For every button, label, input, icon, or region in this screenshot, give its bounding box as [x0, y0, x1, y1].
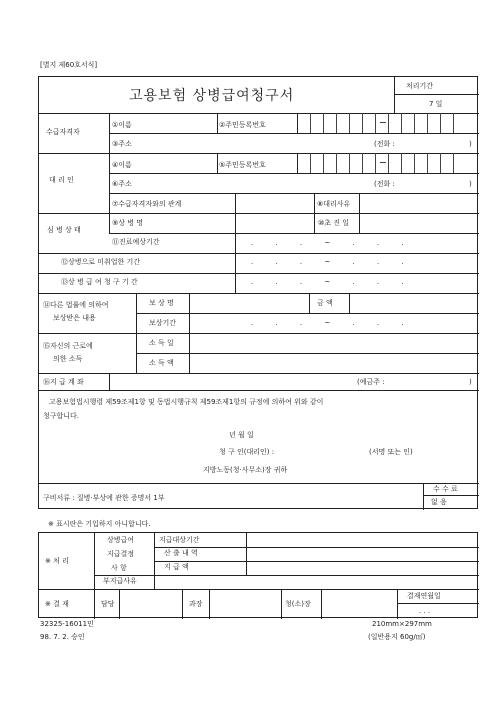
paper-type: (일반용지 60g/㎡) [368, 633, 426, 641]
agent-section-label: 대 리 인 [49, 176, 74, 184]
agent-reason-label: ⑧대리사유 [317, 200, 351, 208]
footer-code: 32325-16011민 [40, 620, 94, 628]
approval-head-label: 청(소)장 [285, 600, 311, 608]
disallow-label: 부지급사유 [103, 577, 137, 585]
office-label: 지방노동(청·사무소)장 귀하 [203, 466, 288, 474]
footer-approved: 98. 7. 2. 승인 [40, 633, 85, 641]
approval-section-label: ※ 결 재 [45, 600, 69, 608]
claim-period-value[interactable]: . . . ~ . . . [251, 278, 414, 286]
decision-label: 지급결정 [107, 550, 135, 558]
unable-period-label: ⑫상병으로 미취업한 기간 [61, 258, 141, 266]
agent-rrn-boxes[interactable] [297, 153, 479, 173]
approval-staff-label: 담당 [101, 600, 115, 608]
other-law-label-1: ⑭다른 법률에 의하여 [43, 301, 109, 309]
agent-phone-close: ) [469, 180, 472, 188]
depositor-close: ) [469, 378, 472, 386]
recipient-phone-close: ) [469, 140, 472, 148]
income-day-label: 소 득 일 [149, 339, 174, 347]
paper-size: 210mm×297mm [372, 620, 432, 628]
recipient-rrn-boxes[interactable] [297, 113, 479, 133]
agent-address-label: ⑥주소 [112, 180, 132, 188]
comp-period-label: 보상기간 [149, 319, 177, 327]
processing-table [38, 532, 478, 618]
claim-period-label: ⑬상 병 급 여 청 구 기 간 [61, 278, 138, 286]
recipient-address-label: ③주소 [112, 140, 132, 148]
agent-rrn-label: ⑤주민등록번호 [219, 161, 266, 169]
form-title: 고용보험 상병급여청구서 [129, 88, 295, 104]
note-text: ※ 표시란은 기입하지 아니합니다. [48, 520, 151, 528]
benefit-label: 상병급여 [107, 536, 135, 544]
compensation-label: 보 상 명 [149, 299, 174, 307]
other-law-label-2: 보상받은 내용 [53, 314, 96, 322]
approval-chief-label: 과장 [189, 600, 203, 608]
fee-value: 없 음 [431, 498, 447, 506]
matters-label: 사 항 [111, 564, 127, 572]
agent-phone-label: (전화 : [374, 180, 395, 188]
fee-label: 수 수 료 [433, 485, 458, 493]
approval-date-label: 결재연월일 [407, 592, 441, 600]
pay-amount-label: 지 급 액 [164, 563, 189, 571]
recipient-name-label: ①이름 [112, 121, 132, 129]
recipient-phone-label: (전화 : [374, 140, 395, 148]
agent-relation-label: ⑦수급자격자와의 관계 [112, 200, 182, 208]
date-line[interactable]: 년 월 일 [229, 431, 254, 439]
depositor-label: (예금주 : [357, 378, 385, 386]
agent-name-label: ④이름 [112, 161, 132, 169]
expected-period-value[interactable]: . . . ~ . . . [251, 239, 414, 247]
comp-period-value[interactable]: . . . ~ . . . [251, 319, 414, 327]
attachments-label: 구비서류 : 질병·부상에 관한 증명서 1부 [43, 494, 165, 502]
declaration-line-2: 청구합니다. [43, 412, 80, 420]
claim-form [38, 76, 478, 509]
disease-label: ⑨상 병 명 [112, 219, 144, 227]
income-amount-label: 소 득 액 [149, 359, 174, 367]
income-label-2: 의한 소득 [53, 355, 83, 363]
processing-period-value: 7 일 [429, 100, 443, 108]
processing-period-label: 처리기간 [406, 82, 434, 90]
income-label-1: ⑮자신의 근로에 [43, 342, 93, 350]
processing-section-label: ※ 처 리 [45, 557, 69, 565]
calc-label: 산 출 내 역 [164, 549, 198, 557]
recipient-rrn-label: ②주민등록번호 [219, 121, 266, 129]
signature-label[interactable]: (서명 또는 인) [369, 448, 413, 456]
payment-account-label: ⑯지 급 계 좌 [43, 378, 84, 386]
recipient-section-label: 수급자격자 [46, 128, 80, 136]
form-number-label: [별지 제60호서식] [40, 61, 98, 69]
expected-period-label: ⑪진료예상기간 [112, 238, 160, 246]
pay-period-label: 지급대상기간 [159, 536, 200, 544]
claimant-label: 청 구 인(대리인) : [219, 448, 275, 456]
amount-label: 금 액 [317, 299, 333, 307]
illness-section-label: 심 병 상 태 [47, 226, 81, 234]
approval-date-value[interactable]: . . . [419, 607, 431, 615]
declaration-line-1: 고용보험법시행령 제59조제1항 및 동법시행규칙 제59조제1항의 규정에 의하여 위와 같이 [49, 398, 324, 406]
first-visit-label: ⑩초 진 일 [318, 219, 350, 227]
unable-period-value[interactable]: . . . ~ . . . [251, 258, 414, 266]
